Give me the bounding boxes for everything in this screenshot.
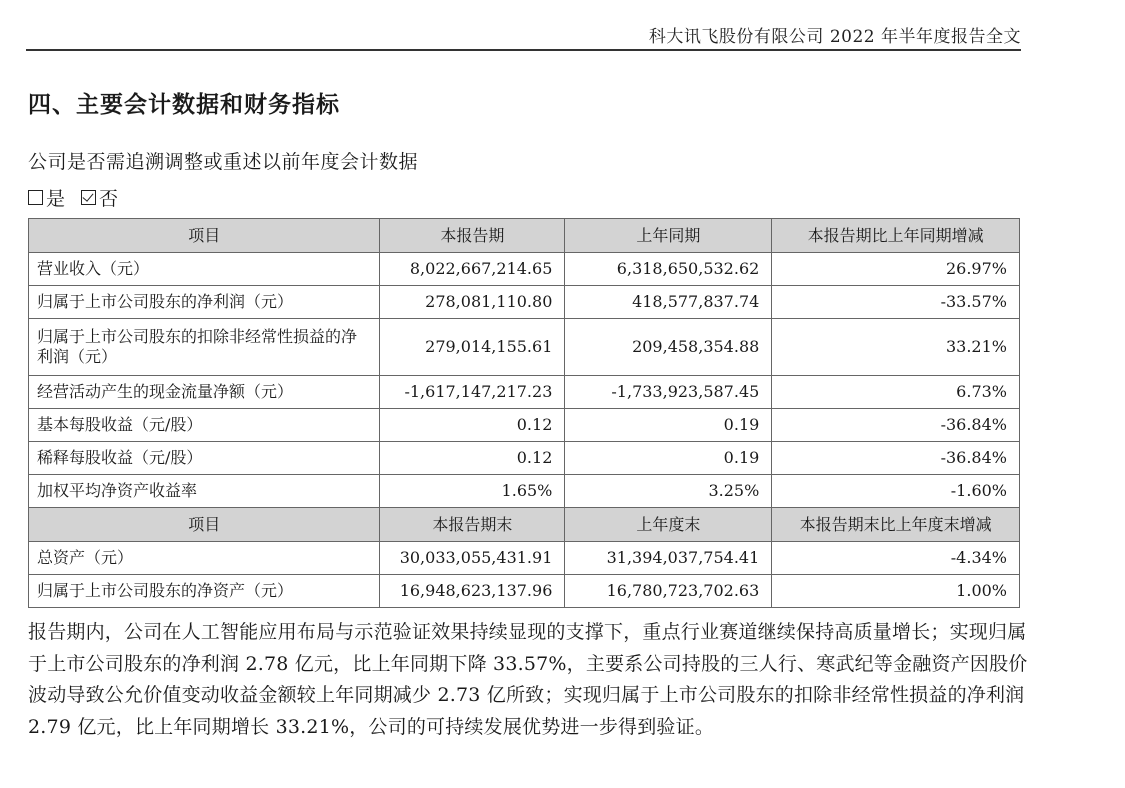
row-label: 基本每股收益（元/股） [29, 409, 380, 442]
change-value: 1.00% [772, 575, 1020, 608]
current-period-value: 279,014,155.61 [380, 319, 565, 376]
current-period-value: 1.65% [380, 475, 565, 508]
table-row [29, 286, 1020, 319]
row-label: 营业收入（元） [29, 253, 380, 286]
row-label: 加权平均净资产收益率 [29, 475, 380, 508]
choice-no-label: 否 [99, 188, 119, 210]
table-row [29, 542, 1020, 575]
change-value: 33.21% [772, 319, 1020, 376]
header-cell: 项目 [29, 219, 380, 253]
table-row [29, 319, 1020, 376]
header-cell: 上年度末 [565, 508, 772, 542]
current-period-value: 0.12 [380, 409, 565, 442]
checkbox-no[interactable] [81, 190, 96, 205]
period-end-value: 30,033,055,431.91 [380, 542, 565, 575]
change-value: 26.97% [772, 253, 1020, 286]
header-cell: 项目 [29, 508, 380, 542]
current-period-value: 278,081,110.80 [380, 286, 565, 319]
current-period-value: -1,617,147,217.23 [380, 376, 565, 409]
prior-year-end-value: 16,780,723,702.63 [565, 575, 772, 608]
change-value: -33.57% [772, 286, 1020, 319]
header-cell: 本报告期末 [380, 508, 565, 542]
header-cell: 本报告期末比上年度末增减 [772, 508, 1020, 542]
row-label: 稀释每股收益（元/股） [29, 442, 380, 475]
prior-period-value: 0.19 [565, 442, 772, 475]
summary-paragraph: 报告期内，公司在人工智能应用布局与示范验证效果持续显现的支撑下，重点行业赛道继续保持高质量增长；实现归属于上市公司股东的净利润 2.78 亿元，比上年同期下降 33.57%，主要系公司持股的三人行、寒武纪等金融资产因股价波动导致公允价值变动收益金额较上年同期减少 2.73 亿所致；实现归属于上市公司股东的扣除非经常性损益的净利润 2.79 亿元，比上年同期增长 33.21%，公司的可持续发展优势进一步得到验证。 [28, 621, 1028, 738]
row-label: 归属于上市公司股东的扣除非经常性损益的净利润（元） [29, 319, 380, 376]
prior-period-value: 3.25% [565, 475, 772, 508]
table-row [29, 442, 1020, 475]
table-row [29, 475, 1020, 508]
period-end-value: 16,948,623,137.96 [380, 575, 565, 608]
header-cell: 上年同期 [565, 219, 772, 253]
section-title: 四、主要会计数据和财务指标 [28, 92, 340, 118]
prior-period-value: -1,733,923,587.45 [565, 376, 772, 409]
report-header-title: 科大讯飞股份有限公司 2022 年半年度报告全文 [648, 27, 1021, 47]
table-row [29, 253, 1020, 286]
prior-year-end-value: 31,394,037,754.41 [565, 542, 772, 575]
table-row [29, 575, 1020, 608]
current-period-value: 0.12 [380, 442, 565, 475]
financial-data-table [28, 218, 1020, 608]
prior-period-value: 6,318,650,532.62 [565, 253, 772, 286]
row-label: 总资产（元） [29, 542, 380, 575]
change-value: -1.60% [772, 475, 1020, 508]
change-value: -4.34% [772, 542, 1020, 575]
table-header-row [29, 508, 1020, 542]
prior-period-value: 0.19 [565, 409, 772, 442]
row-label: 经营活动产生的现金流量净额（元） [29, 376, 380, 409]
checkbox-yes[interactable] [28, 190, 43, 205]
restatement-choices [28, 184, 128, 211]
row-label: 归属于上市公司股东的净利润（元） [29, 286, 380, 319]
change-value: 6.73% [772, 376, 1020, 409]
table-row [29, 409, 1020, 442]
table-header-row [29, 219, 1020, 253]
change-value: -36.84% [772, 442, 1020, 475]
prior-period-value: 209,458,354.88 [565, 319, 772, 376]
choice-yes-label: 是 [46, 188, 66, 210]
change-value: -36.84% [772, 409, 1020, 442]
table-row [29, 376, 1020, 409]
current-period-value: 8,022,667,214.65 [380, 253, 565, 286]
choice-yes[interactable] [28, 184, 65, 211]
restatement-question: 公司是否需追溯调整或重述以前年度会计数据 [28, 151, 419, 173]
header-cell: 本报告期比上年同期增减 [772, 219, 1020, 253]
prior-period-value: 418,577,837.74 [565, 286, 772, 319]
header-cell: 本报告期 [380, 219, 565, 253]
choice-no[interactable] [81, 184, 118, 211]
row-label: 归属于上市公司股东的净资产（元） [29, 575, 380, 608]
header-divider [26, 49, 1021, 51]
